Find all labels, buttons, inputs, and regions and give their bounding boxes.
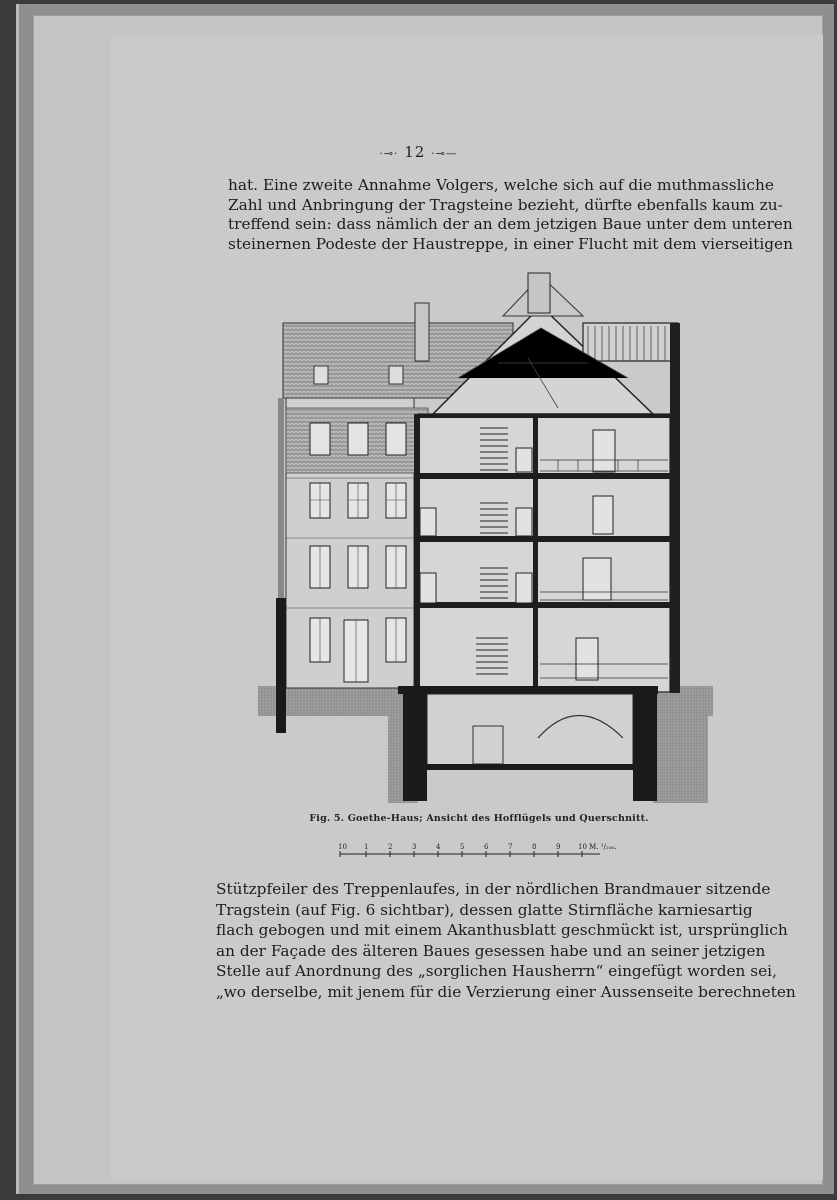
scale-label: 7 — [508, 843, 513, 851]
scale-label: 1 — [364, 843, 369, 851]
page-number-ornament-right: ·⊸— — [431, 147, 458, 160]
text-line: Zahl und Anbringung der Tragsteine bezieht, dürfte ebenfalls kaum zu- — [228, 195, 783, 214]
text-line: steinernen Podeste der Haustreppe, in einer Flucht mit dem vierseitigen — [228, 234, 793, 253]
text-block-top — [228, 176, 793, 254]
scale-label: 9 — [556, 843, 561, 851]
text-line: flach gebogen und mit einem Akanthusblatt geschmückt ist, ursprünglich — [216, 921, 788, 939]
text-line: Stelle auf Anordnung des „sorglichen Hausherrn“ eingefügt worden sei, — [216, 962, 777, 980]
text-line: Stützpfeiler des Treppenlaufes, in der nördlichen Brandmauer sitzende — [216, 880, 771, 898]
scale-label: 3 — [412, 843, 417, 851]
text-line: „wo derselbe, mit jenem für die Verzierung einer Aussenseite berechneten — [216, 982, 796, 1001]
text-block-bottom — [216, 879, 796, 1002]
text-line: an der Façade des älteren Baues gesessen habe und an seiner jetzigen — [216, 941, 766, 960]
scale-label: 5 — [460, 843, 465, 851]
text-line: treffend sein: dass nämlich der an dem jetzigen Baue unter dem unteren — [228, 215, 793, 233]
page-number: 12 — [404, 143, 426, 161]
goethe-house-section-figure — [258, 268, 713, 808]
text-line: Tragstein (auf Fig. 6 sichtbar), dessen glatte Stirnfläche karniesartig — [216, 900, 753, 919]
scale-bar — [340, 840, 630, 862]
scale-label: 6 — [484, 843, 489, 851]
page-number-line — [0, 143, 837, 161]
page-number-ornament-left: ·⊸· — [379, 147, 399, 160]
scale-label: 2 — [388, 843, 393, 851]
scale-label: 4 — [436, 843, 441, 851]
figure-caption: Fig. 5. Goethe-Haus; Ansicht des Hofflügels und Querschnitt. — [309, 813, 649, 824]
scale-label: 10 M. ¹/₂₀₀. — [578, 843, 617, 851]
text-line: hat. Eine zweite Annahme Volgers, welche sich auf die muthmassliche — [228, 176, 774, 194]
scale-label: 10 — [338, 843, 347, 851]
scale-label: 8 — [532, 843, 537, 851]
